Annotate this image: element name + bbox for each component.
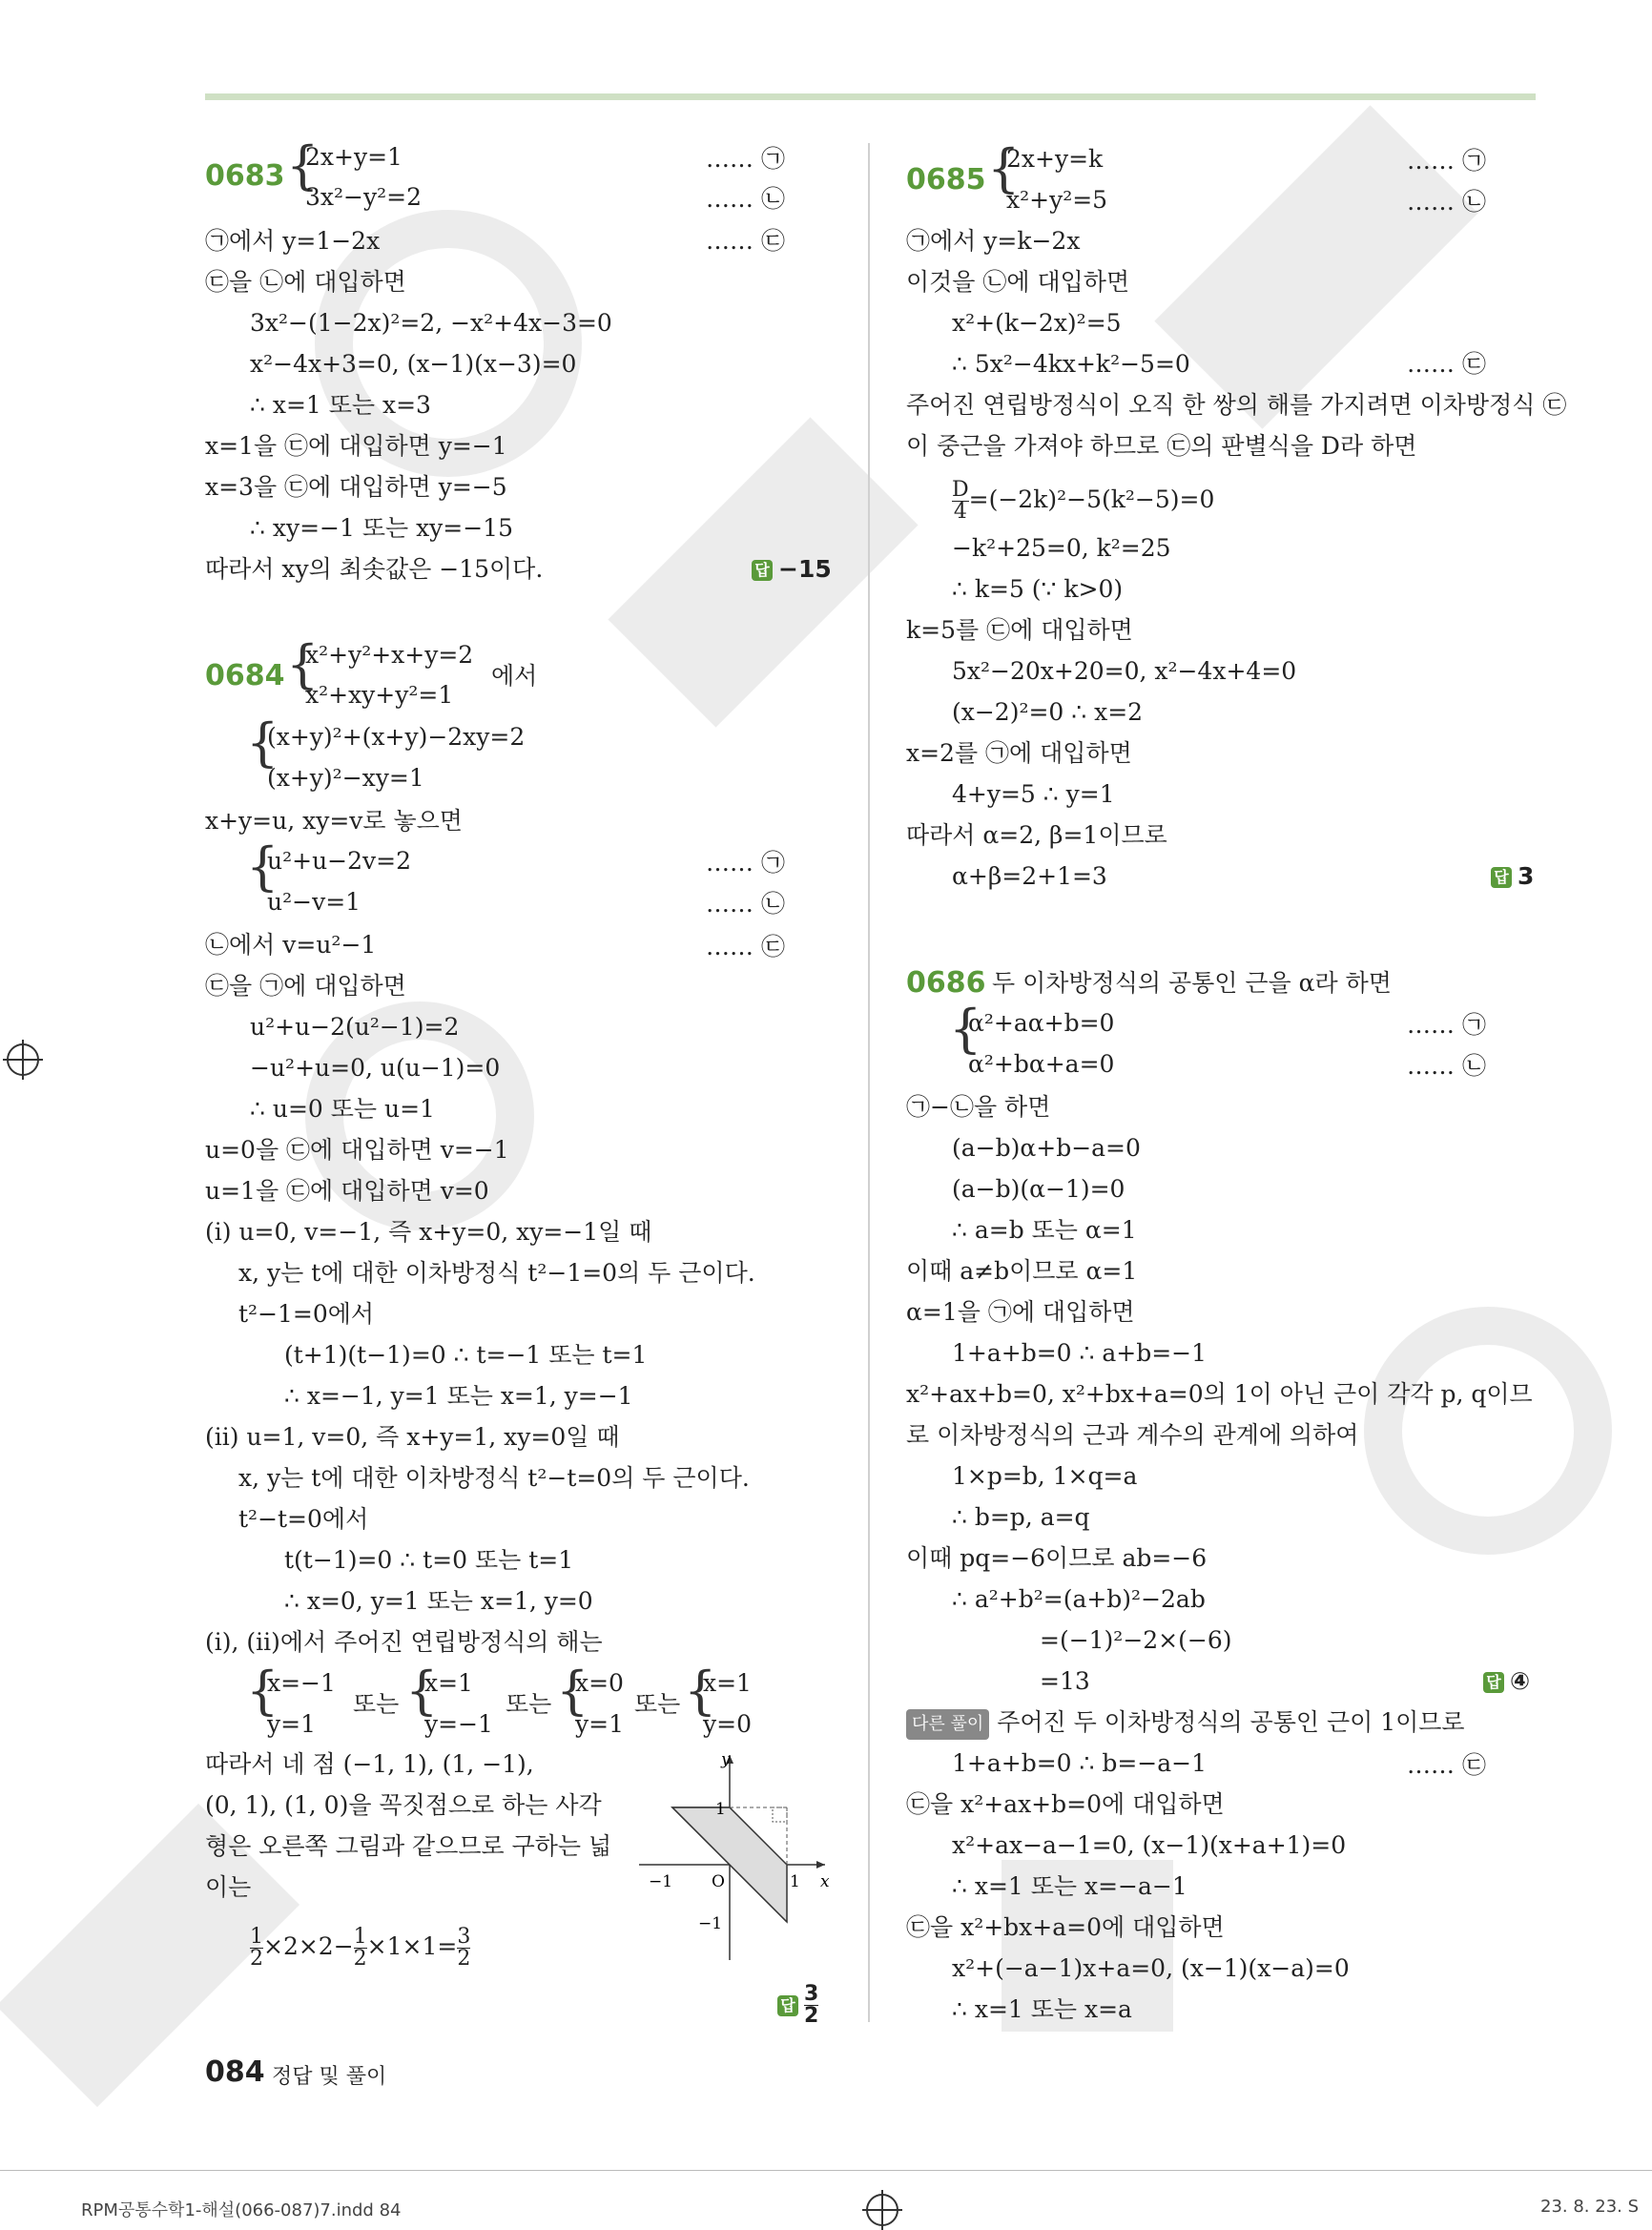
equation: 2x+y=1 <box>305 143 403 171</box>
answer-icon: 답 <box>1491 867 1512 888</box>
equation: (x+y)²+(x+y)−2xy=2 <box>267 723 526 751</box>
solution-line: (a−b)(α−1)=0 <box>952 1175 1125 1203</box>
system-brace: { <box>286 135 320 196</box>
area-expression: $\frac{1}{2}$ ×2×2− $\frac{1}{2}$ ×1×1= $\frac{3}{2}$ <box>250 1925 471 1971</box>
system-brace: { <box>405 1661 439 1721</box>
solution-line: 이때 a≠b이므로 α=1 <box>906 1257 1138 1285</box>
equation: x²+xy+y²=1 <box>305 681 454 709</box>
solution-line: ∴ x=1 또는 x=−a−1 <box>952 1872 1187 1900</box>
solution-line: x, y는 t에 대한 이차방정식 t²−1=0의 두 근이다. <box>238 1259 755 1287</box>
system-brace: { <box>286 634 320 694</box>
date-slug: 23. 8. 23. S <box>1540 2197 1640 2217</box>
answer <box>752 555 832 584</box>
solution-line: x+y=u, xy=v로 놓으면 <box>205 807 463 835</box>
solution-line: (t+1)(t−1)=0 ∴ t=−1 또는 t=1 <box>284 1341 648 1369</box>
solution-line: k=5를 ㉢에 대입하면 <box>906 616 1133 644</box>
solution-line: ㉠에서 y=1−2x <box>205 227 381 255</box>
solution-line: =13 <box>1040 1667 1090 1695</box>
fraction: $\frac{1}{2}$ <box>353 1925 367 1971</box>
solution-line: x²+(−a−1)x+a=0, (x−1)(x−a)=0 <box>952 1954 1350 1982</box>
solution-line: ∴ x=1 또는 x=a <box>952 1995 1132 2023</box>
fraction: $\frac{D}{4}$ <box>952 478 969 524</box>
solution-line: 이때 pq=−6이므로 ab=−6 <box>906 1544 1208 1572</box>
solution-value: y=−1 <box>424 1710 493 1738</box>
solution-line: x²+ax+b=0, x²+bx+a=0의 1이 아닌 근이 각각 p, q이므 <box>906 1380 1533 1408</box>
tick-label: −1 <box>698 1914 723 1933</box>
equation: u²−v=1 <box>267 888 361 916</box>
solution-line: α=1을 ㉠에 대입하면 <box>906 1298 1135 1326</box>
solution-line: 4+y=5 ∴ y=1 <box>952 780 1115 808</box>
x-axis-label: x <box>820 1872 830 1891</box>
solution-line: x=2를 ㉠에 대입하면 <box>906 739 1132 767</box>
solution-line: 5x²−20x+20=0, x²−4x+4=0 <box>952 657 1297 685</box>
solution-line: $\frac{D}{4}$ =(−2k)²−5(k²−5)=0 <box>952 478 1215 524</box>
system-brace: { <box>987 138 1021 198</box>
registration-mark-bottom <box>866 2194 898 2226</box>
fraction: $\frac{1}{2}$ <box>250 1925 263 1971</box>
answer-icon: 답 <box>777 1995 798 2016</box>
answer <box>777 1984 818 2027</box>
solution-line: ㉠−㉡을 하면 <box>906 1093 1051 1121</box>
solution-line: ∴ k=5 (∵ k>0) <box>952 575 1124 603</box>
solution-line: x=3을 ㉢에 대입하면 y=−5 <box>205 473 507 501</box>
equation: α²+bα+a=0 <box>968 1050 1115 1078</box>
solution-line: (x−2)²=0 ∴ x=2 <box>952 698 1144 726</box>
system-brace: { <box>949 999 982 1059</box>
problem-number: 0683 <box>205 159 285 193</box>
solution-line: ∴ u=0 또는 u=1 <box>250 1095 435 1123</box>
top-rule <box>205 93 1536 100</box>
slug-rule <box>0 2170 1652 2171</box>
equation: x²+y²=5 <box>1006 186 1108 214</box>
solution-line: x, y는 t에 대한 이차방정식 t²−t=0의 두 근이다. <box>238 1464 750 1492</box>
solution-line: 이것을 ㉡에 대입하면 <box>906 268 1130 296</box>
equation: u²+u−2v=2 <box>267 847 412 875</box>
or-text: 또는 <box>353 1690 400 1718</box>
equation-marker: …… ㉡ <box>706 185 785 213</box>
solution-line: t²−1=0에서 <box>238 1300 375 1328</box>
answer-icon: 답 <box>1483 1672 1504 1693</box>
solution-line: ∴ x=−1, y=1 또는 x=1, y=−1 <box>284 1382 633 1410</box>
origin-label: O <box>712 1872 725 1891</box>
solution-line: x²−4x+3=0, (x−1)(x−3)=0 <box>250 350 577 378</box>
solution-line: ∴ x=1 또는 x=3 <box>250 391 431 419</box>
equation-marker: …… ㉢ <box>1407 350 1486 378</box>
solution-value: x=−1 <box>267 1669 336 1697</box>
solution-line: u²+u−2(u²−1)=2 <box>250 1013 460 1041</box>
answer-fraction: $\frac{3}{2}$ <box>804 1982 819 2028</box>
solution-line: ㉢을 ㉠에 대입하면 <box>205 972 406 1000</box>
equation-marker: …… ㉠ <box>1407 147 1486 175</box>
solution-line: 1+a+b=0 ∴ a+b=−1 <box>952 1339 1208 1367</box>
solution-value: x=0 <box>575 1669 624 1697</box>
solution-line: 따라서 네 점 (−1, 1), (1, −1), <box>205 1750 534 1778</box>
page-number: 084 <box>205 2055 265 2089</box>
equation-marker: …… ㉢ <box>1407 1751 1486 1779</box>
quadrilateral-graph <box>630 1745 839 1965</box>
solution-line: 1×p=b, 1×q=a <box>952 1462 1138 1490</box>
tick-label: −1 <box>649 1872 673 1891</box>
equation-marker: …… ㉠ <box>1407 1011 1486 1039</box>
equation: 3x²−y²=2 <box>305 183 422 211</box>
solution-line: 이 중근을 가져야 하므로 ㉢의 판별식을 D라 하면 <box>906 432 1417 460</box>
or-text: 또는 <box>634 1690 681 1718</box>
solution-line: ∴ a=b 또는 α=1 <box>952 1216 1137 1244</box>
solution-line: t²−t=0에서 <box>238 1505 369 1533</box>
equation-marker: …… ㉡ <box>706 890 785 918</box>
solution-line: 형은 오른쪽 그림과 같으므로 구하는 넓 <box>205 1832 612 1860</box>
system-brace: { <box>684 1661 717 1721</box>
equation: 2x+y=k <box>1006 145 1104 173</box>
solution-line: 로 이차방정식의 근과 계수의 관계에 의하여 <box>906 1421 1359 1449</box>
system-brace: { <box>246 712 279 773</box>
solution-line: 이는 <box>205 1873 252 1901</box>
solution-line: ∴ xy=−1 또는 xy=−15 <box>250 514 513 542</box>
solution-line: ㉢을 ㉡에 대입하면 <box>205 268 406 296</box>
problem-number: 0686 <box>906 966 986 1000</box>
solution-line: x²+ax−a−1=0, (x−1)(x+a+1)=0 <box>952 1831 1347 1859</box>
solution-line: ㉠에서 y=k−2x <box>906 227 1081 255</box>
solution-line: ∴ b=p, a=q <box>952 1503 1090 1531</box>
solution-line: 에서 <box>491 662 538 690</box>
solution-line: 3x²−(1−2x)²=2, −x²+4x−3=0 <box>250 309 612 337</box>
solution-value: x=1 <box>424 1669 473 1697</box>
solution-line: x=1을 ㉢에 대입하면 y=−1 <box>205 432 507 460</box>
equation-marker: …… ㉢ <box>706 933 785 960</box>
answer-value: ④ <box>1510 1667 1531 1695</box>
solution-line: ∴ a²+b²=(a+b)²−2ab <box>952 1585 1206 1613</box>
answer-value: −15 <box>778 555 832 583</box>
equation: α²+aα+b=0 <box>968 1009 1115 1037</box>
solution-value: y=0 <box>703 1710 752 1738</box>
solution-line: (ii) u=1, v=0, 즉 x+y=1, xy=0일 때 <box>205 1423 620 1451</box>
solution-line: ㉢을 x²+ax+b=0에 대입하면 <box>906 1790 1225 1818</box>
solution-line: 1+a+b=0 ∴ b=−a−1 <box>952 1749 1208 1777</box>
file-slug: RPM공통수학1-해설(066-087)7.indd 84 <box>81 2200 402 2220</box>
system-brace: { <box>246 1661 279 1721</box>
solution-line: (a−b)α+b−a=0 <box>952 1134 1141 1162</box>
solution-line: −u²+u=0, u(u−1)=0 <box>250 1054 501 1082</box>
or-text: 또는 <box>506 1690 552 1718</box>
solution-line: u=1을 ㉢에 대입하면 v=0 <box>205 1177 489 1205</box>
solution-value: y=1 <box>575 1710 624 1738</box>
equation-marker: …… ㉡ <box>1407 1052 1486 1080</box>
system-brace: { <box>246 836 279 897</box>
alt-solution-header: 다른 풀이 주어진 두 이차방정식의 공통인 근이 1이므로 <box>906 1708 1465 1740</box>
solution-line: ∴ 5x²−4kx+k²−5=0 <box>952 350 1190 378</box>
tick-label: 1 <box>790 1872 800 1891</box>
solution-line: u=0을 ㉢에 대입하면 v=−1 <box>205 1136 509 1164</box>
system-brace: { <box>556 1661 589 1721</box>
problem-number: 0685 <box>906 163 986 196</box>
column-divider <box>868 143 870 2022</box>
fraction: $\frac{3}{2}$ <box>457 1925 471 1971</box>
tick-label: 1 <box>715 1800 726 1819</box>
registration-mark-left <box>7 1043 39 1076</box>
answer <box>1491 862 1534 891</box>
solution-line: −k²+25=0, k²=25 <box>952 534 1171 562</box>
solution-line: x²+(k−2x)²=5 <box>952 309 1122 337</box>
answer-icon: 답 <box>752 560 773 581</box>
solution-line: ㉢을 x²+bx+a=0에 대입하면 <box>906 1913 1225 1941</box>
answer-value: 3 <box>1518 862 1535 890</box>
equation-marker: …… ㉡ <box>1407 188 1486 216</box>
equation-marker: …… ㉠ <box>706 849 785 877</box>
equation-marker: …… ㉠ <box>706 145 785 173</box>
y-axis-label: y <box>721 1750 731 1769</box>
solution-line: (0, 1), (1, 0)을 꼭짓점으로 하는 사각 <box>205 1791 602 1819</box>
solution-line: 주어진 연립방정식이 오직 한 쌍의 해를 가지려면 이차방정식 ㉢ <box>906 391 1567 419</box>
solution-line: t(t−1)=0 ∴ t=0 또는 t=1 <box>284 1546 574 1574</box>
solution-line: 두 이차방정식의 공통인 근을 α라 하면 <box>992 969 1392 997</box>
solution-line: α+β=2+1=3 <box>952 862 1107 890</box>
solution-line: =(−1)²−2×(−6) <box>1040 1626 1232 1654</box>
section-label: 정답 및 풀이 <box>272 2065 387 2089</box>
solution-line: 따라서 α=2, β=1이므로 <box>906 821 1167 849</box>
equation: (x+y)²−xy=1 <box>267 764 424 792</box>
solution-value: x=1 <box>703 1669 752 1697</box>
answer <box>1483 1667 1530 1696</box>
solution-line: ㉡에서 v=u²−1 <box>205 931 377 959</box>
solution-line: (i), (ii)에서 주어진 연립방정식의 해는 <box>205 1628 603 1656</box>
solution-line: ∴ x=0, y=1 또는 x=1, y=0 <box>284 1587 593 1615</box>
alt-solution-badge: 다른 풀이 <box>906 1709 989 1740</box>
problem-number: 0684 <box>205 659 285 692</box>
solution-value: y=1 <box>267 1710 316 1738</box>
equation: x²+y²+x+y=2 <box>305 641 474 669</box>
equation-marker: …… ㉢ <box>706 227 785 255</box>
solution-line: 따라서 xy의 최솟값은 −15이다. <box>205 555 544 583</box>
solution-line: (i) u=0, v=−1, 즉 x+y=0, xy=−1일 때 <box>205 1218 652 1246</box>
